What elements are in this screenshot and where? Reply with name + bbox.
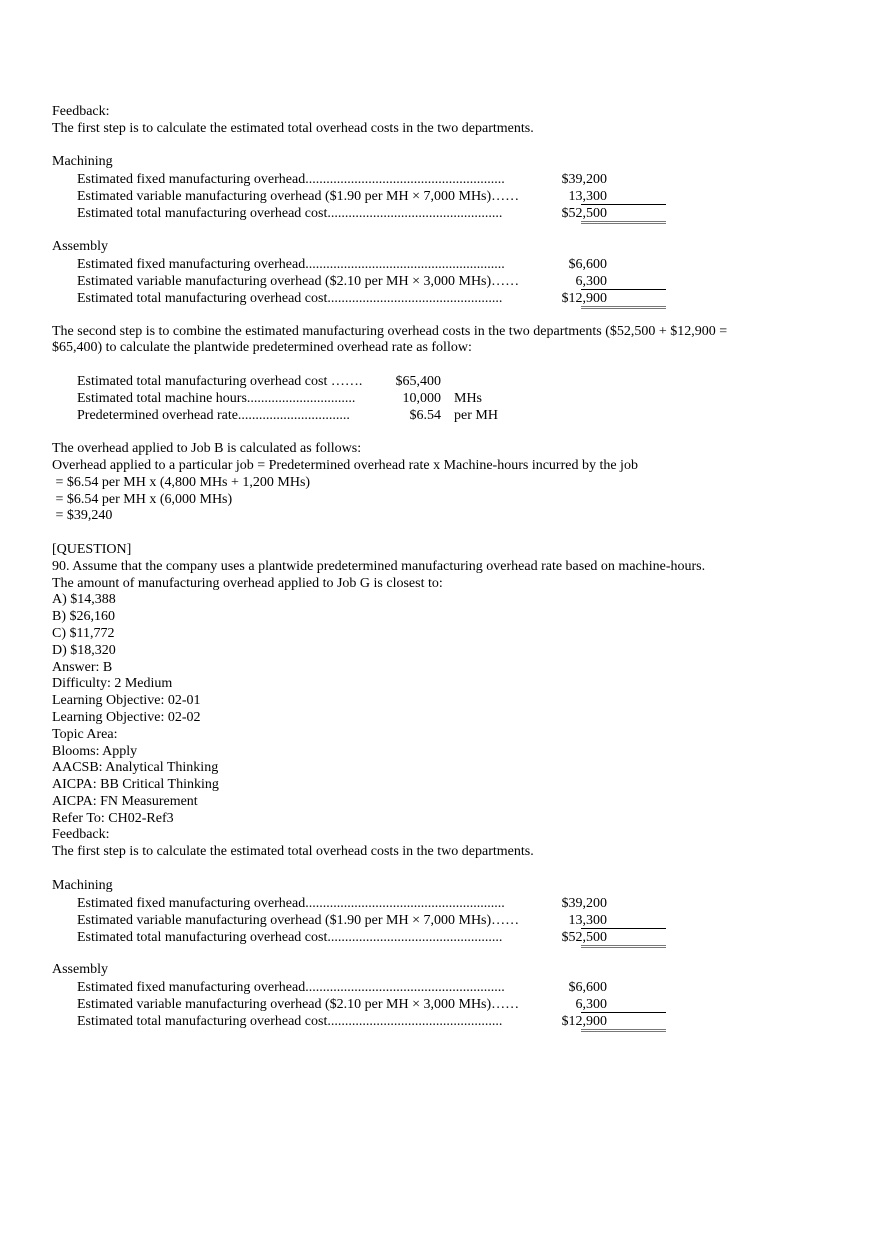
cost-row: [52, 1013, 832, 1030]
question-meta: Learning Objective: 02-01: [52, 693, 201, 709]
rate-unit: MHs: [454, 390, 483, 406]
feedback-intro: The first step is to calculate the estimated total overhead costs in the two departments.: [52, 844, 534, 860]
cost-label: Estimated fixed manufacturing overhead.........................................................: [77, 980, 505, 996]
cost-row: [52, 290, 832, 307]
cost-row: [52, 205, 832, 222]
question-meta: AACSB: Analytical Thinking: [52, 760, 219, 776]
total-double-underline: [581, 1029, 666, 1032]
cost-row: [52, 273, 832, 290]
question-meta: Refer To: CH02-Ref3: [52, 810, 174, 826]
answer-option: D) $18,320: [52, 642, 116, 658]
answer-option: C) $11,772: [52, 625, 115, 641]
cost-amount: $12,900: [561, 1014, 607, 1030]
document-page: [52, 104, 832, 1030]
total-double-underline: [581, 945, 666, 948]
cost-row: [52, 996, 832, 1013]
cost-amount: 6,300: [575, 273, 607, 289]
feedback-label: Feedback:: [52, 104, 110, 119]
total-double-underline: [581, 306, 666, 309]
cost-amount: $52,500: [561, 206, 607, 222]
question-meta: Difficulty: 2 Medium: [52, 676, 173, 692]
assembly-title: Assembly: [52, 238, 108, 254]
question-meta: Blooms: Apply: [52, 743, 138, 759]
cost-amount: $6,600: [568, 256, 607, 272]
cost-row: [52, 912, 832, 929]
feedback-label: Feedback:: [52, 827, 110, 843]
cost-amount: $39,200: [561, 895, 607, 911]
cost-label: Estimated fixed manufacturing overhead.........................................................: [77, 256, 505, 272]
question-text: 90. Assume that the company uses a plantwide predetermined manufacturing overhead rate based on machine-hours.: [52, 558, 706, 574]
cost-label: Estimated variable manufacturing overhead ($2.10 per MH × 3,000 MHs)……: [77, 273, 520, 289]
cost-label: Estimated total manufacturing overhead cost..................................................: [77, 206, 503, 222]
applied-line: = $6.54 per MH x (4,800 MHs + 1,200 MHs): [52, 474, 311, 490]
cost-label: Estimated variable manufacturing overhead ($1.90 per MH × 7,000 MHs)……: [77, 189, 520, 205]
rate-value: $6.54: [409, 407, 441, 423]
feedback-intro: The first step is to calculate the estimated total overhead costs in the two departments.: [52, 120, 534, 136]
cost-amount: $39,200: [561, 172, 607, 188]
cost-label: Estimated variable manufacturing overhead ($1.90 per MH × 7,000 MHs)……: [77, 912, 520, 928]
cost-amount: $52,500: [561, 929, 607, 945]
question-tag: [QUESTION]: [52, 541, 132, 557]
cost-row: [52, 188, 832, 205]
cost-amount: $6,600: [568, 980, 607, 996]
cost-row: [52, 929, 832, 946]
assembly-title: Assembly: [52, 962, 108, 978]
cost-row: [52, 979, 832, 996]
question-meta: AICPA: BB Critical Thinking: [52, 777, 219, 793]
question-text: The amount of manufacturing overhead applied to Job G is closest to:: [52, 575, 443, 591]
cost-label: Estimated total manufacturing overhead cost..................................................: [77, 929, 503, 945]
answer-option: B) $26,160: [52, 609, 115, 625]
rate-label: Predetermined overhead rate................................: [77, 407, 350, 423]
question-meta: Answer: B: [52, 659, 113, 675]
cost-label: Estimated total manufacturing overhead cost..................................................: [77, 290, 503, 306]
answer-option: A) $14,388: [52, 592, 116, 608]
rate-unit: per MH: [454, 407, 498, 423]
applied-line: = $6.54 per MH x (6,000 MHs): [52, 491, 233, 507]
applied-line: Overhead applied to a particular job = Predetermined overhead rate x Machine-hours incurred by the job: [52, 457, 638, 473]
rate-row: [52, 374, 832, 391]
cost-amount: $12,900: [561, 290, 607, 306]
rate-label: Estimated total manufacturing overhead cost …….: [77, 373, 363, 389]
rate-value: $65,400: [395, 373, 441, 389]
rate-row: [52, 408, 832, 425]
cost-row: [52, 171, 832, 188]
machining-title: Machining: [52, 877, 113, 893]
total-double-underline: [581, 221, 666, 224]
combine-paragraph: The second step is to combine the estimated manufacturing overhead costs in the two departments ($52,500 + $12,900 = $65,400) to calculate the plantwide predetermined overhead rate as follow:: [52, 323, 728, 356]
rate-value: 10,000: [402, 390, 441, 406]
cost-label: Estimated fixed manufacturing overhead.........................................................: [77, 895, 505, 911]
question-meta: Learning Objective: 02-02: [52, 709, 201, 725]
question-meta: Topic Area:: [52, 726, 118, 742]
cost-label: Estimated fixed manufacturing overhead.........................................................: [77, 172, 505, 188]
cost-row: [52, 895, 832, 912]
cost-amount: 13,300: [568, 912, 607, 928]
question-meta: AICPA: FN Measurement: [52, 793, 198, 809]
cost-label: Estimated total manufacturing overhead cost..................................................: [77, 1014, 503, 1030]
cost-row: [52, 256, 832, 273]
applied-line: The overhead applied to Job B is calculated as follows:: [52, 441, 362, 457]
cost-amount: 13,300: [568, 189, 607, 205]
cost-label: Estimated variable manufacturing overhead ($2.10 per MH × 3,000 MHs)……: [77, 997, 520, 1013]
machining-title: Machining: [52, 154, 113, 170]
cost-amount: 6,300: [575, 997, 607, 1013]
applied-line: = $39,240: [52, 508, 113, 524]
rate-row: [52, 391, 832, 408]
rate-label: Estimated total machine hours...............................: [77, 390, 356, 406]
